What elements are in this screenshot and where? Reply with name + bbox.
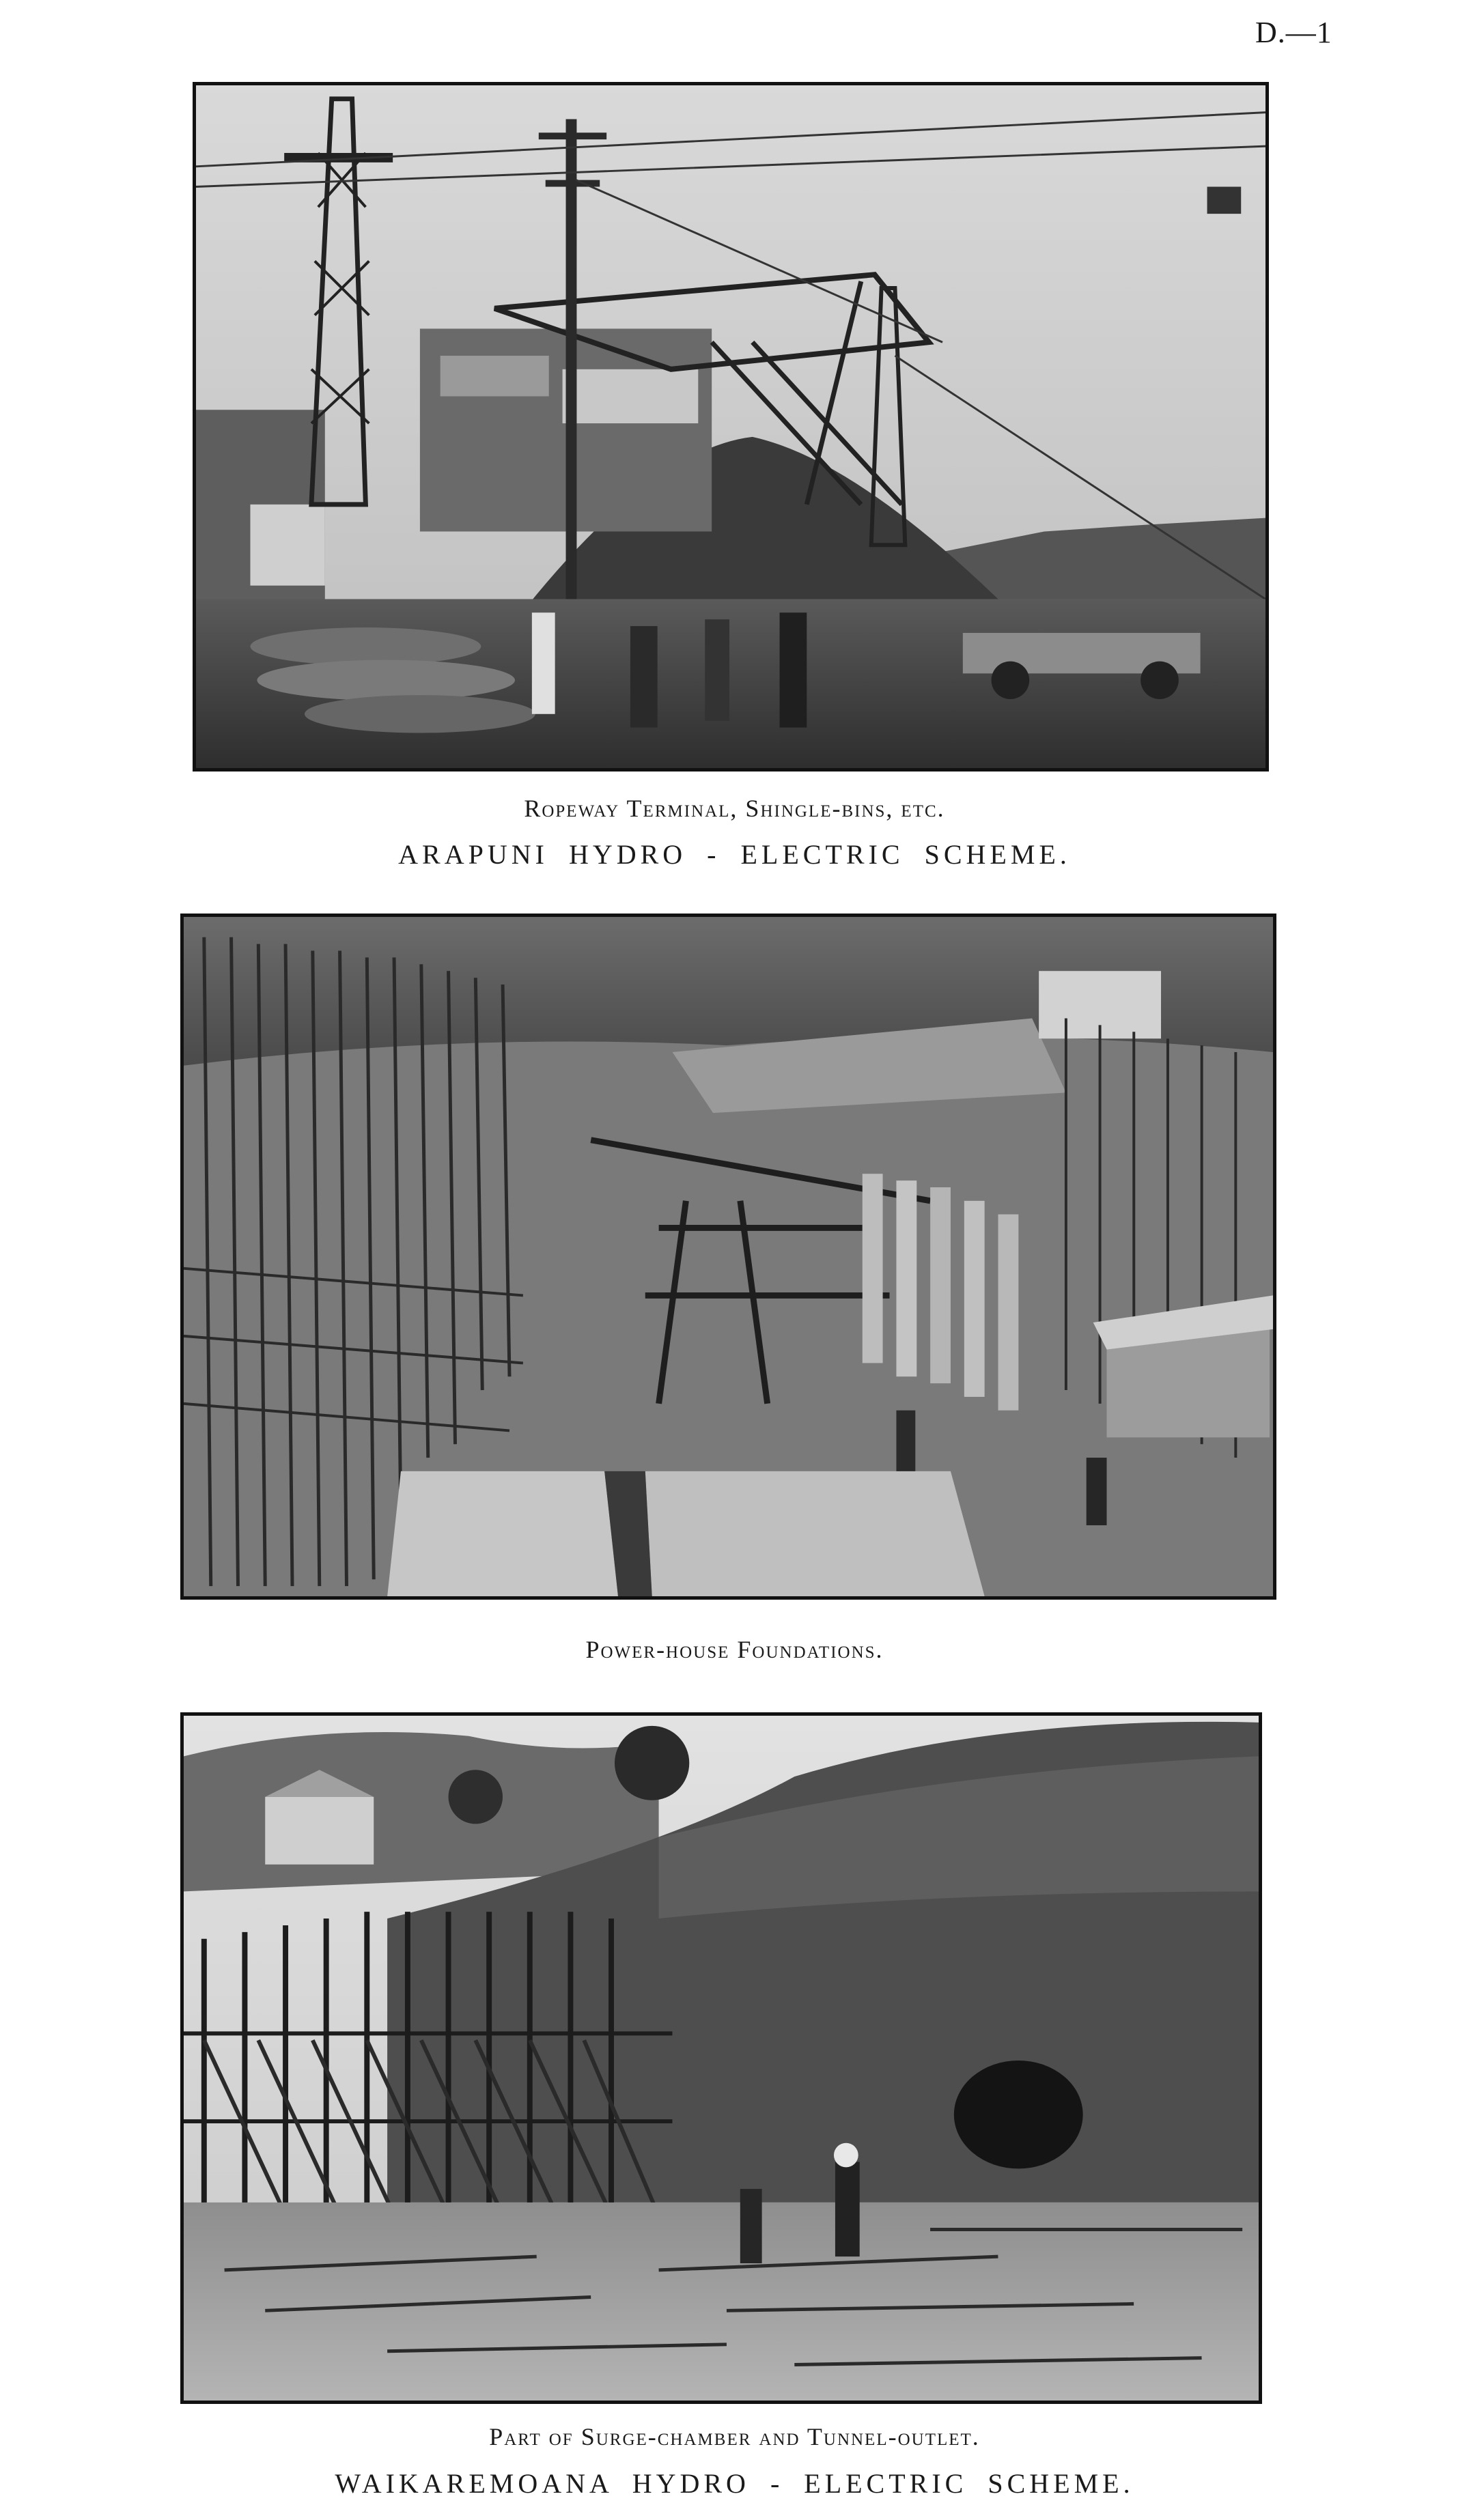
plate-1-caption: Ropeway Terminal, Shingle-bins, etc. xyxy=(524,795,945,822)
plate-3-scheme-title: WAIKAREMOANA HYDRO - ELECTRIC SCHEME. xyxy=(335,2468,1134,2499)
plate-3-caption: Part of Surge-chamber and Tunnel-outlet. xyxy=(489,2423,980,2450)
plate-1-scheme-title: ARAPUNI HYDRO - ELECTRIC SCHEME. xyxy=(398,839,1071,870)
photo-surge-chamber-tunnel-outlet xyxy=(180,1712,1262,2404)
photo-power-house-foundations xyxy=(180,914,1276,1600)
page-reference: D.—1 xyxy=(1255,16,1332,49)
photo-ropeway-terminal xyxy=(193,82,1269,771)
plate-2-caption: Power-house Foundations. xyxy=(585,1636,884,1663)
